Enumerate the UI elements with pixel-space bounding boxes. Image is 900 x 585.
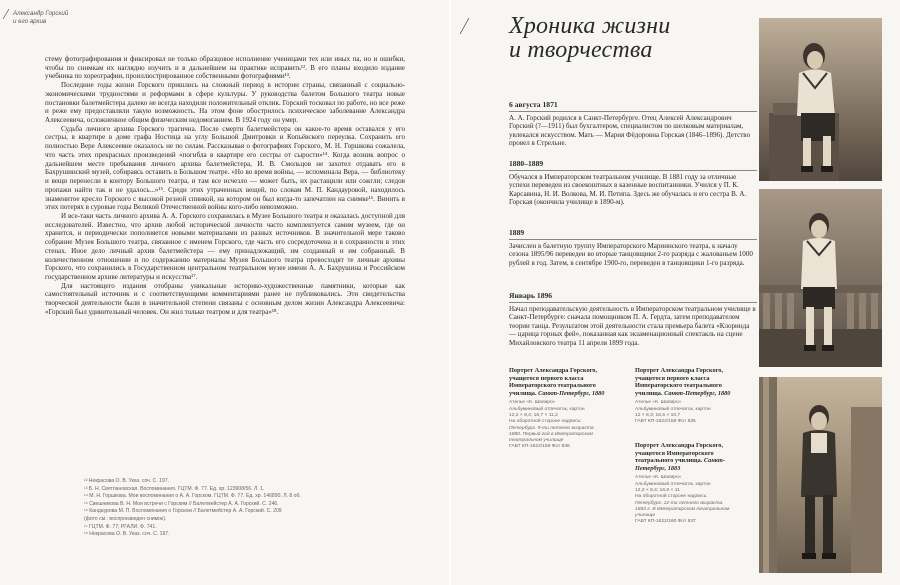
entry-text: Зачислен в балетную труппу Императорского Мариинского театра, к началу сезона 1895/96 переведен во вторые танцовщики 2-го разряда с жалованьем 1000 рублей в год. Затем, в сентябре 1900-го, переведен в танцовщики 1-го разряда. xyxy=(509,241,753,267)
entry-text: А. А. Горский родился в Санкт-Петербурге. Отец Алексей Александрович Горский (?—1911) был бухгалтером, специалистом по шелковым материалам, увлекался искусством. Мать — Мария Фёдоровна Горская (1846–1896). Детство провел в Стрельне. xyxy=(509,113,751,148)
entry-date: 6 августа 1871 xyxy=(509,100,558,109)
footnote: ¹⁵ Свешникова В. Н. Мои встречи с Горским // Балетмейстер А. А. Горский. С. 246. xyxy=(84,500,279,507)
footnote: (фото см.: воспроизведен снимок). xyxy=(84,515,167,522)
chronicle-entry xyxy=(509,160,757,207)
paragraph: стему фотографирования и фиксировал не только образцовое исполнение ученицами тех или иных па, но и ошибки, чтобы по снимкам их наглядно изучить и в дальнейшем на практике исправить¹². В его планы входило издание учебника по хореографии, проиллюстрированное собственными фотографиями¹³. xyxy=(45,55,405,81)
chronicle-entry xyxy=(509,292,757,348)
footnote: ¹⁴ М. Н. Горшкова. Мои воспоминания о А. А. Горском. ГЦТМ. Ф. 77. Ед. хр. 146890. Л. 8 об. xyxy=(84,493,301,500)
entry-date: 1889 xyxy=(509,228,525,237)
footnote: ¹³ Б. Н. Светлановская. Воспоминания. ГЦТМ. Ф. 77. Ед. хр. 123908/56. Л. 1. xyxy=(84,485,265,492)
caption-title: Портрет Александра Горского, учащегося первого класса Императорского театрального училища. Санкт-Петербург, 1880 xyxy=(509,367,605,397)
running-head-line: и его архив xyxy=(13,18,47,25)
entry-rule xyxy=(509,239,757,240)
paragraph: И все-таки часть личного архива А. А. Горского сохранилась в Музее Большого театра и оказалась доступной для исследователей. Известно, что архив любой исторической личности часто комплектуется самим музеем, где он хранится, и периодически пополняется новыми материалами из разных источников. В значительной мере таково собрание Музея Большого театра, связанное с именем Горского, где часть его сосредоточена и в сохранности в этих стенах. Иное дело личный архив балетмейстера — ему принадлежащий, им созданный и им собранный. В количественном отношении и по содержанию материалы Музея Большого театра превосходят те личные архивы Горского, что сохранились в Государственном центральном театральном музее имени А. А. Бахрушина и Российском государственном архиве литературы и искусства¹⁷. xyxy=(45,211,405,281)
left-page xyxy=(0,0,449,585)
entry-date: 1880–1889 xyxy=(509,159,544,168)
portrait-photo xyxy=(759,377,882,573)
title-line: Хроника жизни xyxy=(509,13,671,39)
footnote: ¹⁷ ГЦТМ. Ф. 77; РГАЛИ. Ф. 741. xyxy=(84,523,157,530)
portrait-photo xyxy=(759,18,882,181)
footnotes xyxy=(84,478,384,539)
chronicle-entry xyxy=(509,101,757,148)
photo-caption xyxy=(509,367,617,451)
entry-date: Январь 1896 xyxy=(509,291,553,300)
slash-ornament-icon xyxy=(1,9,11,19)
body-text xyxy=(45,55,405,317)
paragraph: Последние годы жизни Горского пришлись на сложный период в истории страны, связанный с социально-экономическими трудностями и реформами в сфере культуры. У руководства балетом Большого театра новые постановки балетмейстера далеко не всегда находили положительный отклик. Горский тосковал по работе, но все реже и реже ему предоставляли такую возможность. На этом фоне обострилось психическое заболевание Александра Алексеевича, осложненное общим физическим недомоганием. В 1924 году он умер. xyxy=(45,81,405,125)
entry-rule xyxy=(509,170,757,171)
entry-rule xyxy=(509,302,757,303)
footnote: ¹⁶ Кандаурова М. П. Воспоминания о Горском // Балетмейстер А. А. Горский. С. 209 xyxy=(84,508,282,515)
photo-caption xyxy=(635,442,743,526)
slash-ornament-icon xyxy=(457,18,471,34)
chronicle-title xyxy=(509,14,670,62)
right-page xyxy=(451,0,900,585)
portrait-photo xyxy=(759,189,882,367)
caption-meta: Ателье «К. Шапиро» Альбуминовый отпечаток, картон 12 × 8,3; 16,5 × 10,7 ГАБТ КП-1622/158 Фот 835 xyxy=(635,400,711,425)
paragraph: Для настоящего издания отобраны уникальные историко-художественные памятники, которые как самостоятельный источник и с соответствующими комментариями ранее не публиковались. Эти свидетельства творческой деятельности были в значительной степени связаны с основным делом жизни Александра Алексеевича: «Горский был удивительный человек. Он жил только театром и для театра»¹⁸. xyxy=(45,281,405,316)
caption-meta: Ателье «К. Шапиро» Альбуминовый отпечаток, картон 12,2 × 8,4; 16,7 × 11,2 На оборотной стороне надпись: Петербург. 9-ти летнего возраста. 1880. Первый год в Императорском театральном училище ГАБТ КП-1622/159 Фот 836 xyxy=(509,400,595,450)
title-line: и творчества xyxy=(509,37,653,63)
footnote: ¹⁸ Некрасова О. В. Указ. соч. С. 197. xyxy=(84,531,170,538)
entry-text: Обучался в Императорском театральном училище. В 1881 году за отличные успехи переведен из своекоштных в казенные воспитанники. Учился у П. К. Карсавина, Н. И. Волкова, М. И. Петипа. Здесь же обучалась и его сестра В. А. Горская (окончила училище в 1890-м). xyxy=(509,172,747,207)
photo-caption xyxy=(635,367,743,426)
entry-text: Начал преподавательскую деятельность в Императорском театральном училище в Санкт-Петербурге: сначала помощником П. А. Гердта, затем преподавателем теории танца. Результатом этой деятельности стала премьера балета «Клоринда — царица горных фей», показанная как экзаменационный спектакль на сцене Михайловского театра 11 апреля 1899 года. xyxy=(509,304,756,347)
caption-meta: Ателье «К. Шапиро» Альбуминовый отпечаток, картон 12,3 × 8,4; 16,8 × 11 На оборотной стороне надпись: Петербург. 12-ти летнего возраста. 1883 г. В Императорском театральном училище ГАБТ КП-1622/160 Фот 837 xyxy=(635,475,730,525)
footnote: ¹² Некрасова О. В. Указ. соч. С. 197. xyxy=(84,478,170,484)
caption-title: Портрет Александра Горского, учащегося Императорского театрального училища. Санкт-Петербург, 1883 xyxy=(635,442,725,472)
chronicle-entry xyxy=(509,229,757,267)
running-head xyxy=(13,10,68,26)
running-head-line: Александр Горский xyxy=(13,10,69,17)
entry-rule xyxy=(509,111,757,112)
caption-title: Портрет Александра Горского, учащегося первого класса Императорского театрального училища. Санкт-Петербург, 1880 xyxy=(635,367,731,397)
paragraph: Судьба личного архива Горского трагична. После смерти балетмейстера он какое-то время оставался у его сестры, в квартире в доме графа Ностица на углу Большой Дмитровки и Копьёвского переулка. Сохранить его полностью Вере Алексеевне оказалось не по силам. Рассказывая о фотографиях Горского, М. Н. Горшкова сожалела, что часть этих прекрасных произведений «погибла в квартире его сестры от сырости»¹⁴. Когда возник вопрос о дальнейшем месте пребывания личного архива балетмейстера, И. В. Смольцов не захотел отдавать его в Бахрушинский музей, собираясь оставить в Большом театре. «Но во время войны, — вспоминала Вера, — библиотеку и вещи перенесли в контору Большого театра, и там все исчезло — может быть, их растащили или сожгли; следов пропажи найти так и не удалось...»¹⁵. Среди этих утраченных вещей, по словам М. П. Кандауровой, находилось знаменитое кресло Горского с высокой резной спинкой, на котором он был когда-то запечатлен на снимке¹⁶. Винить в этих потерях в суровые годы Великой Отечественной войны кого-либо невозможно. xyxy=(45,124,405,212)
